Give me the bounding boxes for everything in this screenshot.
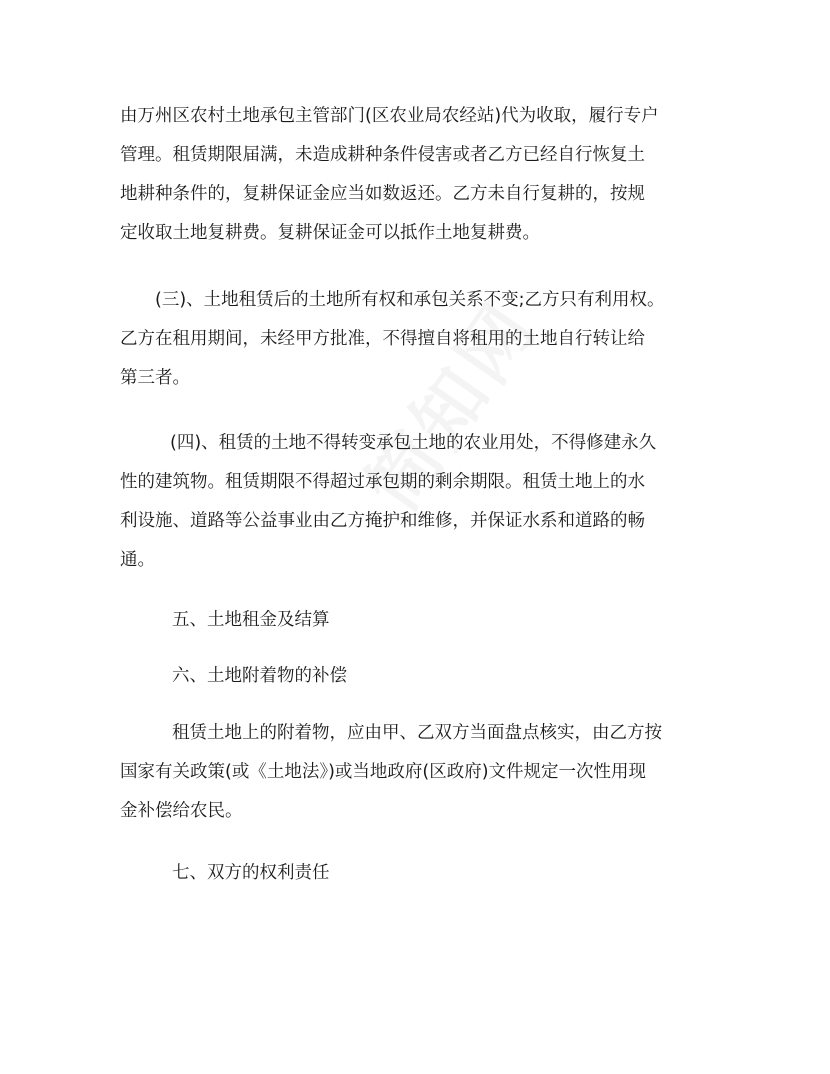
paragraph-line: 国家有关政策(或《土地法》)或当地政府(区政府)文件规定一次性用现 (120, 762, 647, 782)
section-heading: 七、双方的权利责任 (172, 863, 330, 883)
paragraph-line: 性的建筑物。租赁期限不得超过承包期的剩余期限。租赁土地上的水 (120, 472, 645, 492)
paragraph-line: (四)、租赁的土地不得转变承包土地的农业用处，不得修建永久 (170, 433, 657, 453)
paragraph-clause-3 (120, 281, 716, 398)
heading-section-7 (120, 854, 716, 893)
paragraph-deposit (120, 97, 716, 253)
paragraph-clause-4 (120, 424, 716, 580)
paragraph-line: 第三者。 (120, 368, 190, 388)
paragraph-line: 租赁土地上的附着物，应由甲、乙双方当面盘点核实，由乙方按 (172, 723, 662, 743)
paragraph-line: 乙方在租用期间，未经甲方批准，不得擅自将租用的土地自行转让给 (120, 329, 645, 349)
paragraph-attachments (120, 714, 716, 831)
paragraph-line: (三)、土地租赁后的土地所有权和承包关系不变;乙方只有利用权。 (155, 290, 665, 310)
paragraph-line: 通。 (120, 550, 155, 570)
paragraph-line: 利设施、道路等公益事业由乙方掩护和维修，并保证水系和道路的畅 (120, 511, 645, 531)
heading-section-5 (120, 601, 716, 640)
section-heading: 六、土地附着物的补偿 (172, 666, 347, 686)
paragraph-line: 定收取土地复耕费。复耕保证金可以抵作土地复耕费。 (120, 223, 540, 243)
section-heading: 五、土地租金及结算 (172, 610, 330, 630)
paragraph-line: 地耕种条件的，复耕保证金应当如数返还。乙方未自行复耕的，按规 (120, 184, 645, 204)
paragraph-line: 金补偿给农民。 (120, 801, 243, 821)
heading-section-6 (120, 657, 716, 696)
paragraph-line: 由万州区农村土地承包主管部门(区农业局农经站)代为收取，履行专户 (120, 106, 659, 126)
paragraph-line: 管理。租赁期限届满，未造成耕种条件侵害或者乙方已经自行恢复土 (120, 145, 645, 165)
